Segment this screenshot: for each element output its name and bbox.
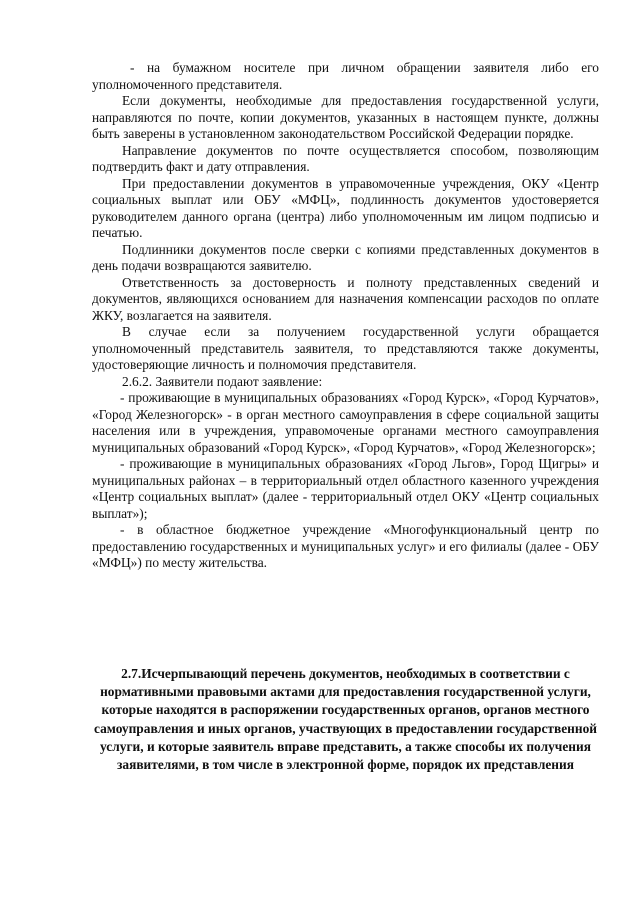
list-item-kursk-cities: - проживающие в муниципальных образованиях «Город Курск», «Город Курчатов», «Город Железногорск» - в орган местного самоуправления в сфере социальной защиты населения или в учреждения, управомоченые органами местного самоуправления муниципальных образований «Город Курск», «Город Курчатов», «Город Железногорск»; (92, 390, 599, 455)
paragraph-paper-submission: - на бумажном носителе при личном обращении заявителя либо его уполномоченного представителя. (92, 60, 599, 92)
paragraph-postal-method: Направление документов по почте осуществляется способом, позволяющим подтвердить факт и дату отправления. (92, 142, 599, 174)
paragraph-responsibility: Ответственность за достоверность и полноту представленных сведений и документов, являющихся основанием для назначения компенсации расходов по оплате ЖКУ, возлагается на заявителя. (92, 274, 599, 323)
list-item-mfc: - в областное бюджетное учреждение «Многофункциональный центр по предоставлению государственных и муниципальных услуг» и его филиалы (далее - ОБУ «МФЦ») по месту жительства. (92, 522, 599, 570)
paragraph-applicants-submit: 2.6.2. Заявители подают заявление: (122, 373, 323, 389)
list-item-territorial-office: - проживающие в муниципальных образованиях «Город Льгов», Город Щигры» и муниципальных районах – в территориальный отдел областного казенного учреждения «Центр социальных выплат» (далее - территориальный отдел ОКУ «Центр социальных выплат»); (92, 456, 599, 521)
paragraph-authentication: При предоставлении документов в управомоченные учреждения, ОКУ «Центр социальных выплат или ОБУ «МФЦ», подлинность документов удостоверяется руководителем данного органа (центра) либо уполномоченным им лицом подписью и печатью. (92, 175, 599, 240)
section-heading-2-7: 2.7.Исчерпывающий перечень документов, необходимых в соответствии с нормативными правовыми актами для предоставления государственной услуги, которые находятся в распоряжении государственных органов, органов местного самоуправления и иных органов, участвующих в предоставлении государственной услуги, и которые заявитель вправе представить, а также способы их получения заявителями, в том числе в электронной форме, порядок их представления (93, 666, 598, 773)
paragraph-representative: В случае если за получением государственной услуги обращается уполномоченный представитель заявителя, то представляются также документы, удостоверяющие личность и полномочия представителя. (92, 324, 599, 372)
document-body (92, 60, 599, 572)
paragraph-postal-copies: Если документы, необходимые для предоставления государственной услуги, направляются по почте, копии документов, указанных в настоящем пункте, должны быть заверены в установленном законодательством Российской Федерации порядке. (92, 93, 599, 141)
paragraph-originals-return: Подлинники документов после сверки с копиями представленных документов в день подачи возвращаются заявителю. (92, 241, 599, 273)
